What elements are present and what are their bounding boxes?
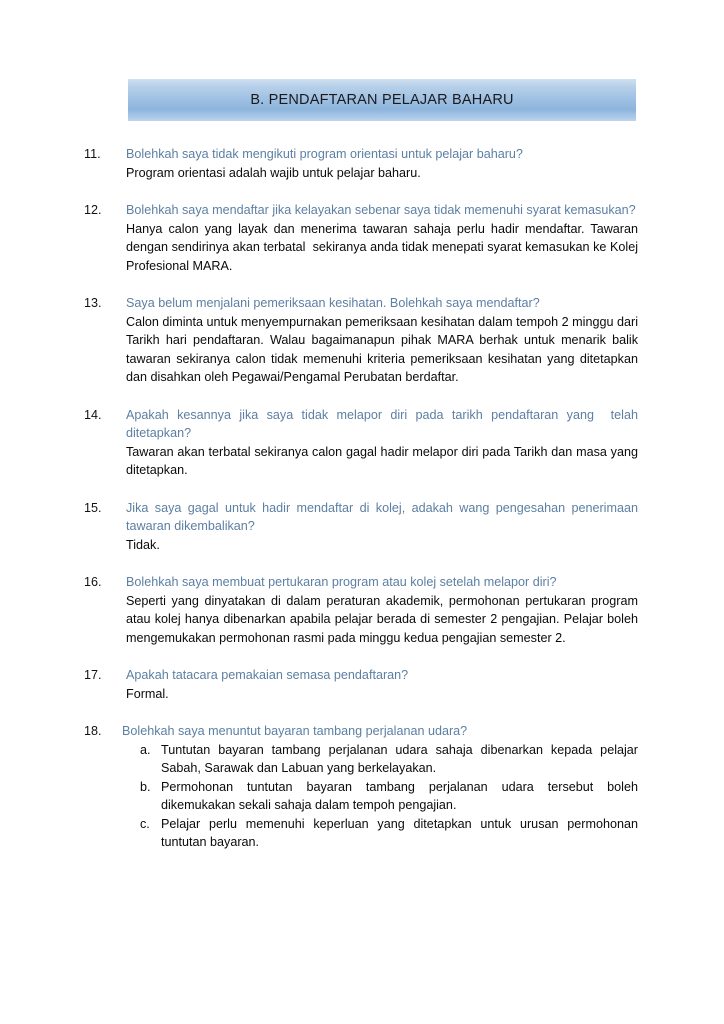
section-header-title: B. PENDAFTARAN PELAJAR BAHARU <box>250 92 514 108</box>
faq-sub-list <box>122 741 642 852</box>
faq-item <box>0 145 724 182</box>
faq-body <box>126 573 642 647</box>
faq-item <box>0 666 724 703</box>
faq-sub-item <box>140 815 642 852</box>
faq-question: Apakah kesannya jika saya tidak melapor diri pada tarikh pendaftaran yang telah ditetapkan? <box>126 407 642 440</box>
faq-answer: Formal. <box>126 686 169 701</box>
faq-number: 15. <box>84 500 102 515</box>
faq-number: 17. <box>84 668 102 682</box>
faq-question: Jika saya gagal untuk hadir mendaftar di kolej, adakah wang pengesahan penerimaan tawaran dikembalikan? <box>126 500 642 533</box>
faq-sub-item <box>140 778 642 815</box>
faq-answer: Tawaran akan terbatal sekiranya calon gagal hadir melapor diri pada Tarikh dan masa yang ditetapkan. <box>126 444 642 477</box>
faq-body <box>126 145 638 182</box>
faq-question: Bolehkah saya tidak mengikuti program orientasi untuk pelajar baharu? <box>126 147 523 161</box>
faq-body <box>126 294 642 387</box>
faq-number: 13. <box>84 296 102 310</box>
faq-item <box>0 294 724 387</box>
section-header-banner <box>128 79 636 121</box>
faq-answer: Seperti yang dinyatakan di dalam peraturan akademik, permohonan pertukaran program atau kolej hanya dibenarkan apabila pelajar berada di semester 2 pengajian. Pelajar boleh mengemukakan permohonan rasmi pada minggu kedua pengajian semester 2. <box>126 593 642 645</box>
faq-item <box>0 201 724 275</box>
faq-question: Bolehkah saya menuntut bayaran tambang perjalanan udara? <box>122 724 468 738</box>
faq-number: 11. <box>84 147 101 161</box>
faq-question: Apakah tatacara pemakaian semasa pendaftaran? <box>126 668 409 682</box>
faq-answer: Tidak. <box>126 537 160 552</box>
faq-item <box>0 573 724 647</box>
faq-list <box>0 145 724 866</box>
faq-number: 14. <box>84 407 102 422</box>
faq-number: 16. <box>84 575 102 589</box>
faq-body <box>126 201 642 275</box>
faq-sub-marker: a. <box>140 742 151 757</box>
faq-body <box>126 499 642 555</box>
faq-body <box>126 666 638 703</box>
faq-answer: Hanya calon yang layak dan menerima tawaran sahaja perlu hadir mendaftar. Tawaran dengan sendirinya akan terbatal sekiranya anda tidak menepati syarat kemasukan ke Kolej Profesional MARA. <box>126 221 642 273</box>
faq-sub-item <box>140 741 642 778</box>
faq-answer: Program orientasi adalah wajib untuk pelajar baharu. <box>126 165 421 180</box>
faq-item <box>0 499 724 555</box>
faq-question: Bolehkah saya membuat pertukaran program atau kolej setelah melapor diri? <box>126 575 557 589</box>
faq-number: 18. <box>84 724 102 738</box>
faq-sub-text: Pelajar perlu memenuhi keperluan yang ditetapkan untuk urusan permohonan tuntutan bayaran. <box>161 816 642 849</box>
faq-body <box>126 406 642 480</box>
faq-item <box>0 722 724 852</box>
faq-sub-marker: c. <box>140 816 150 831</box>
faq-sub-text: Permohonan tuntutan bayaran tambang perjalanan udara tersebut boleh dikemukakan sekali sahaja dalam tempoh pengajian. <box>161 779 642 812</box>
faq-number: 12. <box>84 203 102 217</box>
faq-answer: Calon diminta untuk menyempurnakan pemeriksaan kesihatan dalam tempoh 2 minggu dari Tarikh hari pendaftaran. Walau bagaimanapun pihak MARA berhak untuk menarik balik tawaran sekiranya calon tidak memenuhi kriteria pemeriksaan kesihatan yang ditetapkan dan disahkan oleh Pegawai/Pengamal Perubatan berdaftar. <box>126 314 642 384</box>
faq-question: Bolehkah saya mendaftar jika kelayakan sebenar saya tidak memenuhi syarat kemasukan? <box>126 203 636 217</box>
faq-sub-text: Tuntutan bayaran tambang perjalanan udara sahaja dibenarkan kepada pelajar Sabah, Sarawak dan Labuan yang berkelayakan. <box>161 742 642 775</box>
faq-body <box>122 722 642 852</box>
faq-item <box>0 406 724 480</box>
faq-sub-marker: b. <box>140 779 151 794</box>
faq-question: Saya belum menjalani pemeriksaan kesihatan. Bolehkah saya mendaftar? <box>126 296 540 310</box>
